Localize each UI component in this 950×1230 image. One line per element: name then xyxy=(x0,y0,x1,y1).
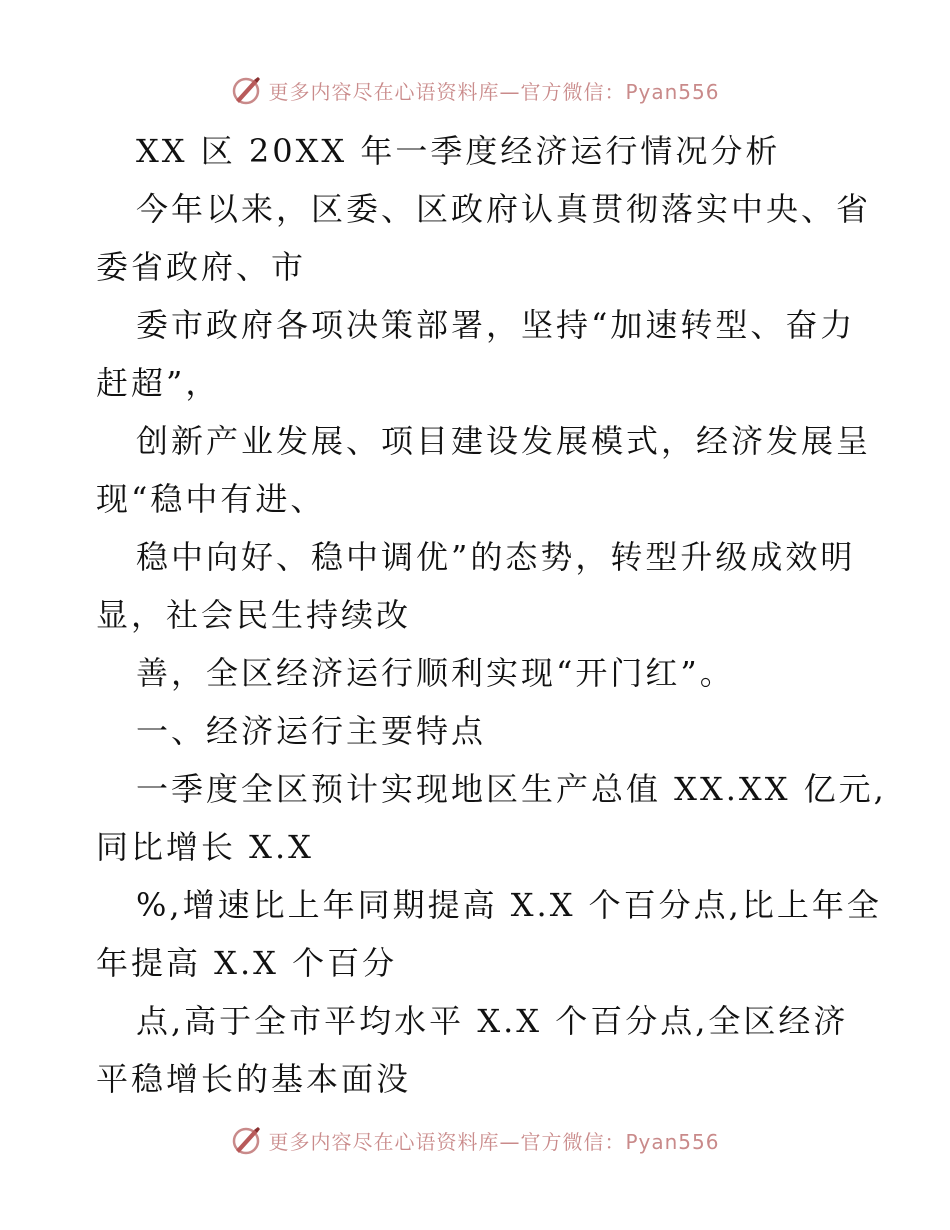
watermark-text: 更多内容尽在心语资料库—官方微信：Pyan556 xyxy=(268,79,720,104)
paragraph-line: 善，全区经济运行顺利实现“开门红”。 xyxy=(136,654,735,692)
pen-logo-icon xyxy=(230,1124,262,1156)
paragraph-line: 今年以来，区委、区政府认真贯彻落实中央、省 xyxy=(136,190,872,228)
paragraph-line: 委省政府、市 xyxy=(96,248,307,286)
watermark-text: 更多内容尽在心语资料库—官方微信：Pyan556 xyxy=(268,1129,720,1154)
paragraph-line: 赶超”， xyxy=(96,364,221,402)
paragraph-line: 稳中向好、稳中调优”的态势，转型升级成效明 xyxy=(136,538,856,576)
section-heading: 一、经济运行主要特点 xyxy=(136,712,487,750)
watermark-banner-bottom xyxy=(0,1120,950,1160)
document-body xyxy=(96,122,887,1108)
paragraph-line: 同比增长 X.X xyxy=(96,828,314,866)
paragraph-line: 显，社会民生持续改 xyxy=(96,596,412,634)
document-title: XX 区 20XX 年一季度经济运行情况分析 xyxy=(136,132,781,170)
paragraph-line: %,增速比上年同期提高 X.X 个百分点,比上年全 xyxy=(136,886,882,924)
paragraph-line: 现“稳中有进、 xyxy=(96,480,326,518)
paragraph-line: 一季度全区预计实现地区生产总值 XX.XX 亿元, xyxy=(136,770,887,808)
paragraph-line: 点,高于全市平均水平 X.X 个百分点,全区经济 xyxy=(136,1002,849,1040)
watermark-banner-top xyxy=(0,70,950,110)
pen-logo-icon xyxy=(230,74,262,106)
paragraph-line: 平稳增长的基本面没 xyxy=(96,1060,412,1098)
paragraph-line: 委市政府各项决策部署，坚持“加速转型、奋力 xyxy=(136,306,856,344)
paragraph-line: 年提高 X.X 个百分 xyxy=(96,944,398,982)
paragraph-line: 创新产业发展、项目建设发展模式，经济发展呈 xyxy=(136,422,872,460)
